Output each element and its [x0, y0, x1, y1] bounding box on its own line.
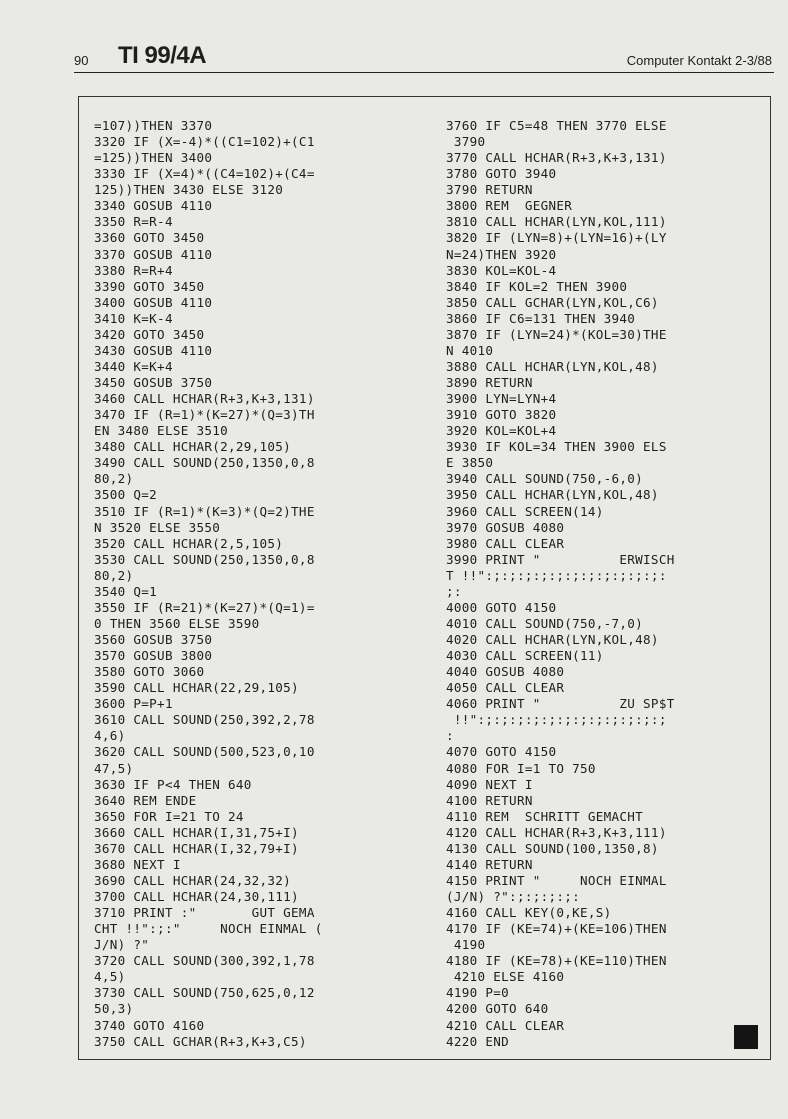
code-line: N 3520 ELSE 3550: [94, 519, 221, 535]
code-line: 3790: [446, 134, 486, 150]
code-line: :: [446, 728, 454, 744]
code-line: 3380 R=R+4: [94, 262, 173, 278]
code-line: 4110 REM SCHRITT GEMACHT: [446, 808, 644, 824]
code-line: 3510 IF (R=1)*(K=3)*(Q=2)THE: [94, 503, 315, 519]
code-line: 3940 CALL SOUND(750,-6,0): [446, 471, 644, 487]
code-line: 3910 GOTO 3820: [446, 407, 557, 423]
issue-label: Computer Kontakt 2-3/88: [626, 53, 772, 68]
code-line: 3440 K=K+4: [94, 358, 173, 374]
code-line: 3650 FOR I=21 TO 24: [94, 808, 244, 824]
code-line: 3750 CALL GCHAR(R+3,K+3,C5): [94, 1033, 307, 1049]
code-line: 3710 PRINT :" GUT GEMA: [94, 905, 315, 921]
code-line: 3960 CALL SCREEN(14): [446, 503, 604, 519]
code-line: 3950 CALL HCHAR(LYN,KOL,48): [446, 487, 659, 503]
code-line: 3820 IF (LYN=8)+(LYN=16)+(LY: [446, 230, 667, 246]
code-line: 3350 R=R-4: [94, 214, 173, 230]
code-line: E 3850: [446, 455, 494, 471]
code-line: 4040 GOSUB 4080: [446, 664, 565, 680]
code-line: ;:: [446, 583, 462, 599]
code-line: !!":;:;:;:;:;:;:;:;:;:;:;:;: [446, 712, 667, 728]
code-line: 50,3): [94, 1001, 134, 1017]
code-line: 3860 IF C6=131 THEN 3940: [446, 310, 636, 326]
code-line: N 4010: [446, 342, 494, 358]
code-line: 3900 LYN=LYN+4: [446, 391, 557, 407]
code-line: 3530 CALL SOUND(250,1350,0,8: [94, 551, 315, 567]
code-line: 4060 PRINT " ZU SP$T: [446, 696, 675, 712]
code-line: 3520 CALL HCHAR(2,5,105): [94, 535, 284, 551]
code-line: 4210 CALL CLEAR: [446, 1017, 565, 1033]
code-line: 3740 GOTO 4160: [94, 1017, 205, 1033]
code-line: 3840 IF KOL=2 THEN 3900: [446, 278, 628, 294]
code-line: 4070 GOTO 4150: [446, 744, 557, 760]
code-line: 3370 GOSUB 4110: [94, 246, 213, 262]
code-line: 4120 CALL HCHAR(R+3,K+3,111): [446, 824, 667, 840]
code-line: 3640 REM ENDE: [94, 792, 197, 808]
code-line: 4,5): [94, 969, 126, 985]
listing-right-column: [446, 118, 766, 1050]
code-line: 4050 CALL CLEAR: [446, 680, 565, 696]
code-line: 3480 CALL HCHAR(2,29,105): [94, 439, 292, 455]
code-line: 3980 CALL CLEAR: [446, 535, 565, 551]
code-line: (J/N) ?":;:;:;:;:: [446, 889, 580, 904]
code-line: 3730 CALL SOUND(750,625,0,12: [94, 985, 315, 1001]
code-line: 4030 CALL SCREEN(11): [446, 648, 604, 664]
page-number: 90: [74, 53, 89, 68]
code-line: 4140 RETURN: [446, 856, 533, 872]
code-line: =107))THEN 3370: [94, 118, 213, 133]
code-line: 4020 CALL HCHAR(LYN,KOL,48): [446, 632, 659, 647]
code-line: 4190 P=0: [446, 985, 510, 1001]
code-line: 4,6): [94, 728, 126, 744]
code-line: 4000 GOTO 4150: [446, 599, 557, 615]
code-line: 4090 NEXT I: [446, 776, 533, 792]
code-line: =125))THEN 3400: [94, 150, 213, 166]
code-line: 3770 CALL HCHAR(R+3,K+3,131): [446, 150, 667, 166]
code-line: 3500 Q=2: [94, 487, 158, 503]
code-line: 3810 CALL HCHAR(LYN,KOL,111): [446, 214, 667, 230]
code-line: 3420 GOTO 3450: [94, 326, 205, 342]
header-rule: [74, 72, 774, 73]
code-line: 3850 CALL GCHAR(LYN,KOL,C6): [446, 294, 659, 310]
code-line: 3970 GOSUB 4080: [446, 519, 565, 535]
code-line: 3460 CALL HCHAR(R+3,K+3,131): [94, 391, 315, 407]
code-line: 3320 IF (X=-4)*((C1=102)+(C1: [94, 134, 315, 150]
code-line: EN 3480 ELSE 3510: [94, 423, 228, 439]
code-line: 3880 CALL HCHAR(LYN,KOL,48): [446, 358, 659, 374]
code-line: 3620 CALL SOUND(500,523,0,10: [94, 744, 315, 760]
code-line: 4170 IF (KE=74)+(KE=106)THEN: [446, 921, 667, 937]
code-line: 4100 RETURN: [446, 792, 533, 808]
code-line: 3590 CALL HCHAR(22,29,105): [94, 680, 299, 696]
code-line: 4080 FOR I=1 TO 750: [446, 760, 596, 776]
code-line: 0 THEN 3560 ELSE 3590: [94, 615, 260, 631]
code-line: J/N) ?": [94, 937, 150, 953]
section-title: TI 99/4A: [118, 42, 207, 69]
code-line: 3660 CALL HCHAR(I,31,75+I): [94, 824, 299, 840]
code-line: 3800 REM GEGNER: [446, 198, 573, 214]
code-line: 3450 GOSUB 3750: [94, 375, 213, 390]
code-line: 3330 IF (X=4)*((C4=102)+(C4=: [94, 166, 315, 182]
code-line: 3890 RETURN: [446, 375, 533, 390]
code-line: 3920 KOL=KOL+4: [446, 423, 557, 439]
code-line: 3630 IF P<4 THEN 640: [94, 776, 252, 792]
code-line: 3830 KOL=KOL-4: [446, 262, 557, 278]
code-line: 4210 ELSE 4160: [446, 969, 565, 985]
code-line: 4180 IF (KE=78)+(KE=110)THEN: [446, 953, 667, 969]
code-line: 80,2): [94, 471, 134, 487]
code-line: 125))THEN 3430 ELSE 3120: [94, 182, 284, 198]
code-line: 47,5): [94, 760, 134, 776]
code-line: 3490 CALL SOUND(250,1350,0,8: [94, 455, 315, 471]
code-line: 4160 CALL KEY(0,KE,S): [446, 905, 612, 921]
code-line: 3340 GOSUB 4110: [94, 198, 213, 214]
code-line: 4010 CALL SOUND(750,-7,0): [446, 615, 644, 631]
code-line: 3610 CALL SOUND(250,392,2,78: [94, 712, 315, 728]
code-line: 3560 GOSUB 3750: [94, 632, 213, 647]
code-line: 3540 Q=1: [94, 583, 158, 599]
code-line: 3780 GOTO 3940: [446, 166, 557, 182]
code-line: 3680 NEXT I: [94, 856, 181, 872]
code-line: 3790 RETURN: [446, 182, 533, 198]
code-line: 3580 GOTO 3060: [94, 664, 205, 680]
code-line: 3410 K=K-4: [94, 310, 173, 326]
code-line: 3550 IF (R=21)*(K=27)*(Q=1)=: [94, 599, 315, 615]
code-line: 4130 CALL SOUND(100,1350,8): [446, 840, 659, 856]
code-line: 4200 GOTO 640: [446, 1001, 549, 1017]
code-line: N=24)THEN 3920: [446, 246, 557, 262]
code-line: 80,2): [94, 567, 134, 583]
code-line: 3670 CALL HCHAR(I,32,79+I): [94, 840, 299, 856]
code-line: 3690 CALL HCHAR(24,32,32): [94, 872, 292, 888]
code-line: 3700 CALL HCHAR(24,30,111): [94, 889, 299, 904]
code-line: 3400 GOSUB 4110: [94, 294, 213, 310]
code-line: 3390 GOTO 3450: [94, 278, 205, 294]
code-line: 3430 GOSUB 4110: [94, 342, 213, 358]
code-line: T !!":;:;:;:;:;:;:;:;:;:;:;:: [446, 567, 667, 583]
listing-left-column: [94, 118, 434, 1050]
code-line: 3360 GOTO 3450: [94, 230, 205, 246]
end-of-article-mark: [734, 1025, 758, 1049]
code-line: 4190: [446, 937, 486, 953]
code-line: 3470 IF (R=1)*(K=27)*(Q=3)TH: [94, 407, 315, 423]
code-line: 3600 P=P+1: [94, 696, 173, 712]
code-line: 3760 IF C5=48 THEN 3770 ELSE: [446, 118, 667, 133]
code-line: 3720 CALL SOUND(300,392,1,78: [94, 953, 315, 969]
code-line: 3930 IF KOL=34 THEN 3900 ELS: [446, 439, 667, 455]
code-line: 3870 IF (LYN=24)*(KOL=30)THE: [446, 326, 667, 342]
code-line: 4150 PRINT " NOCH EINMAL: [446, 872, 667, 888]
code-line: 3990 PRINT " ERWISCH: [446, 551, 675, 567]
code-line: 4220 END: [446, 1033, 510, 1049]
code-line: 3570 GOSUB 3800: [94, 648, 213, 664]
code-line: CHT !!":;:" NOCH EINMAL (: [94, 921, 323, 937]
